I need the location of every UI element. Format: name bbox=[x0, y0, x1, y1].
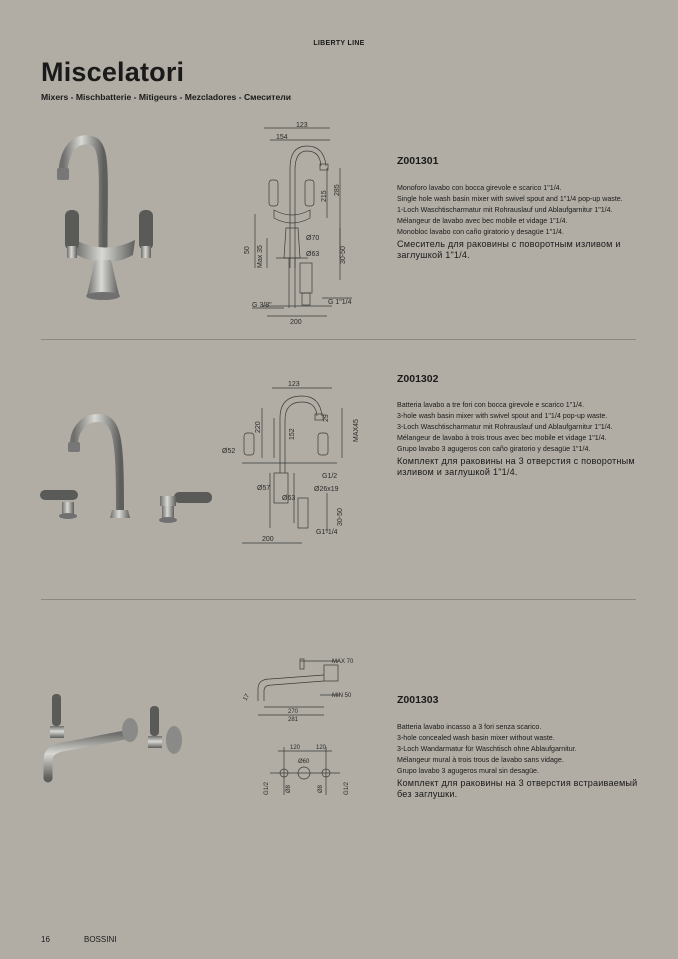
description-de: 3-Loch Wandarmatur für Waschtisch ohne Ablaufgarnitur. bbox=[397, 745, 577, 753]
dim-label: Ø63 bbox=[282, 495, 296, 502]
dim-label: 123 bbox=[296, 122, 308, 129]
dim-label: 200 bbox=[290, 319, 302, 326]
dim-label: MIN 50 bbox=[332, 693, 352, 699]
description-it: Batteria lavabo a tre fori con bocca girevole e scarico 1"1/4. bbox=[397, 401, 585, 409]
description-fr: Mélangeur de lavabo à trois trous avec bec mobile et vidage 1"1/4. bbox=[397, 434, 607, 442]
dim-label: G1"1/4 bbox=[316, 529, 338, 536]
product-description bbox=[397, 401, 642, 481]
description-en: 3-hole wash basin mixer with swivel spout and 1"1/4 pop-up waste. bbox=[397, 412, 608, 420]
description-es: Grupo lavabo 3 agugeros con caño giratorio y desagüe 1"1/4. bbox=[397, 445, 591, 453]
description-en: 3-hole concealed wash basin mixer without waste. bbox=[397, 734, 555, 742]
product-image-z001302 bbox=[38, 410, 218, 530]
dim-label: 120 bbox=[316, 745, 327, 751]
dim-label: Ø8 bbox=[318, 784, 324, 793]
description-fr: Mélangeur de lavabo avec bec mobile et vidage 1"1/4. bbox=[397, 217, 568, 225]
technical-drawing-z001303 bbox=[240, 655, 370, 805]
product-code: Z001301 bbox=[397, 155, 439, 167]
dim-label: Ø8 bbox=[286, 784, 292, 793]
dim-label: Ø63 bbox=[306, 251, 320, 258]
dim-label: 281 bbox=[288, 717, 299, 723]
dim-label: Ø26x19 bbox=[314, 486, 339, 493]
description-it: Batteria lavabo incasso a 3 fori senza scarico. bbox=[397, 723, 542, 731]
description-en: Single hole wash basin mixer with swivel spout and 1"1/4 pop-up waste. bbox=[397, 195, 623, 203]
dim-label: 270 bbox=[288, 709, 299, 715]
product-image-z001303 bbox=[38, 690, 198, 785]
description-es: Monobloc lavabo con caño giratorio y desagüe 1"1/4. bbox=[397, 228, 564, 236]
description-ru: Смеситель для раковины с поворотным изливом и заглушкой 1"1/4. bbox=[397, 239, 621, 260]
dim-label: 120 bbox=[290, 745, 301, 751]
dim-label: 154 bbox=[276, 134, 288, 141]
product-description bbox=[397, 184, 642, 264]
dim-label: Ø57 bbox=[257, 485, 271, 492]
dim-label: Ø52 bbox=[222, 448, 236, 455]
section-divider bbox=[41, 599, 636, 600]
description-ru: Комплект для раковины на 3 отверстия встраиваемый без заглушки. bbox=[397, 778, 638, 799]
description-de: 3-Loch Waschtischarmatur mit Rohrauslauf und Ablaufgarnitur 1"1/4. bbox=[397, 423, 613, 431]
description-it: Monoforo lavabo con bocca girevole e scarico 1"1/4. bbox=[397, 184, 562, 192]
page-number: 16 bbox=[41, 935, 50, 944]
dim-label: G 3/8" bbox=[252, 302, 272, 309]
dim-label: MAX45 bbox=[353, 419, 360, 442]
dim-label: 220 bbox=[255, 421, 262, 433]
dim-label: 30-50 bbox=[340, 246, 347, 264]
footer-brand: BOSSINI bbox=[84, 935, 117, 944]
description-ru: Комплект для раковины на 3 отверстия с поворотным изливом и заглушкой 1"1/4. bbox=[397, 456, 635, 477]
dim-label: 152 bbox=[289, 428, 296, 440]
dim-label: 30-50 bbox=[337, 508, 344, 526]
dim-label: G1/2 bbox=[322, 473, 338, 480]
product-description bbox=[397, 723, 642, 803]
description-de: 1-Loch Waschtischarmatur mit Rohrauslauf und Ablaufgarnitur 1"1/4. bbox=[397, 206, 613, 214]
page-subtitle: Mixers - Mischbatterie - Mitigeurs - Mezcladores - Смесители bbox=[41, 92, 291, 102]
page-title: Miscelatori bbox=[41, 57, 185, 87]
dim-label: 50 bbox=[244, 246, 251, 254]
dim-label: Max 35 bbox=[257, 245, 264, 268]
dim-label: 200 bbox=[262, 536, 274, 543]
dim-label: Ø70 bbox=[306, 235, 320, 242]
section-divider bbox=[41, 339, 636, 340]
description-es: Grupo lavabo 3 agugeros mural sin desagüe. bbox=[397, 767, 539, 775]
dim-label: 29 bbox=[323, 414, 330, 422]
product-image-z001301 bbox=[45, 130, 165, 305]
product-code: Z001303 bbox=[397, 694, 439, 706]
dim-label: G1/2 bbox=[344, 781, 350, 795]
product-code: Z001302 bbox=[397, 373, 439, 385]
technical-drawing-z001302 bbox=[222, 378, 372, 548]
dim-label: 215 bbox=[321, 190, 328, 202]
dim-label: 285 bbox=[334, 184, 341, 196]
technical-drawing-z001301 bbox=[232, 118, 377, 328]
dim-label: 123 bbox=[288, 381, 300, 388]
dim-label: 17 bbox=[242, 693, 252, 702]
description-fr: Mélangeur mural à trois trous de lavabo sans vidage. bbox=[397, 756, 564, 764]
dim-label: MAX 70 bbox=[332, 659, 354, 665]
dim-label: G 1"1/4 bbox=[328, 299, 352, 306]
series-name: LIBERTY LINE bbox=[313, 40, 365, 47]
dim-label: G1/2 bbox=[264, 781, 270, 795]
dim-label: Ø60 bbox=[298, 759, 310, 765]
